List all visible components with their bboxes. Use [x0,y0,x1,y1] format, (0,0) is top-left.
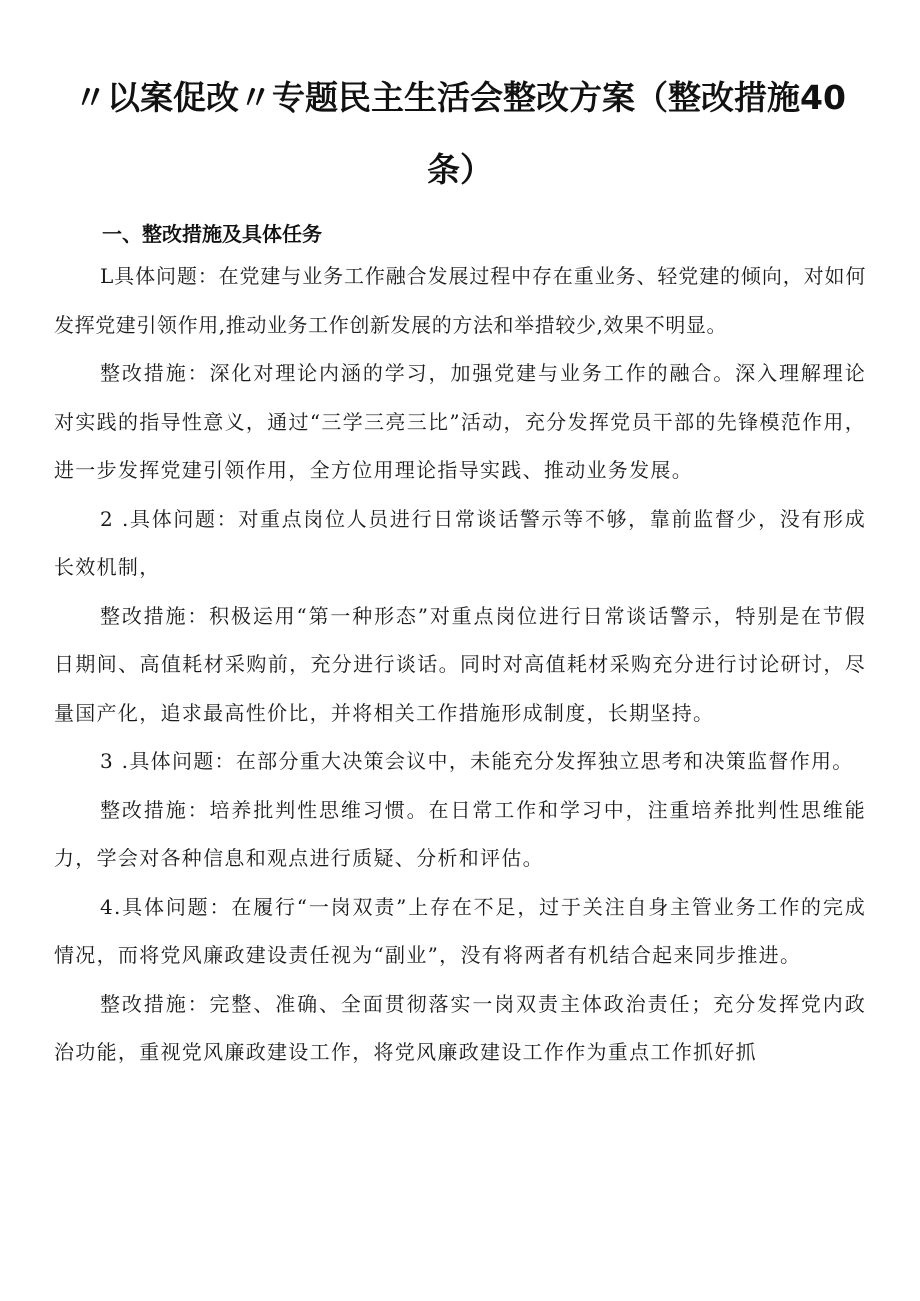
paragraph-measure-2: 整改措施：积极运用“第一种形态”对重点岗位进行日常谈话警示，特别是在节假日期间、高值耗材采购前，充分进行谈话。同时对高值耗材采购充分进行讨论研讨，尽量国产化，追求最高性价比，并将相关工作措施形成制度，长期坚持。 [54,603,866,725]
paragraph-measure-1: 整改措施：深化对理论内涵的学习，加强党建与业务工作的融合。深入理解理论对实践的指导性意义，通过“三学三亮三比”活动，充分发挥党员干部的先锋模范作用，进一步发挥党建引领作用，全方位用理论指导实践、推动业务发展。 [54,361,866,482]
section-heading: 一、整改措施及具体任务 [102,222,322,246]
document-title [54,62,866,206]
title-line-2: 条） [427,150,493,189]
paragraph-measure-3: 整改措施：培养批判性思维习惯。在日常工作和学习中，注重培养批判性思维能力，学会对各种信息和观点进行质疑、分析和评估。 [54,797,866,870]
paragraph-measure-4: 整改措施：完整、准确、全面贯彻落实一岗双责主体政治责任；充分发挥党内政治功能，重视党风廉政建设工作，将党风廉政建设工作作为重点工作抓好抓 [54,991,866,1064]
paragraph-issue-4: 4.具体问题：在履行“一岗双责”上存在不足，过于关注自身主管业务工作的完成情况，而将党风廉政建设责任视为“副业”，没有将两者有机结合起来同步推进。 [54,894,866,967]
paragraph-issue-3: 3 .具体问题：在部分重大决策会议中，未能充分发挥独立思考和决策监督作用。 [100,749,854,773]
paragraph-issue-1: L具体问题：在党建与业务工作融合发展过程中存在重业务、轻党建的倾向，对如何发挥党建引领作用,推动业务工作创新发展的方法和举措较少,效果不明显。 [54,264,866,337]
paragraph-issue-2: 2 .具体问题：对重点岗位人员进行日常谈话警示等不够，靠前监督少，没有形成长效机制， [54,506,866,579]
title-line-1: 〃以案促改〃专题民主生活会整改方案（整改措施40 [74,78,846,117]
